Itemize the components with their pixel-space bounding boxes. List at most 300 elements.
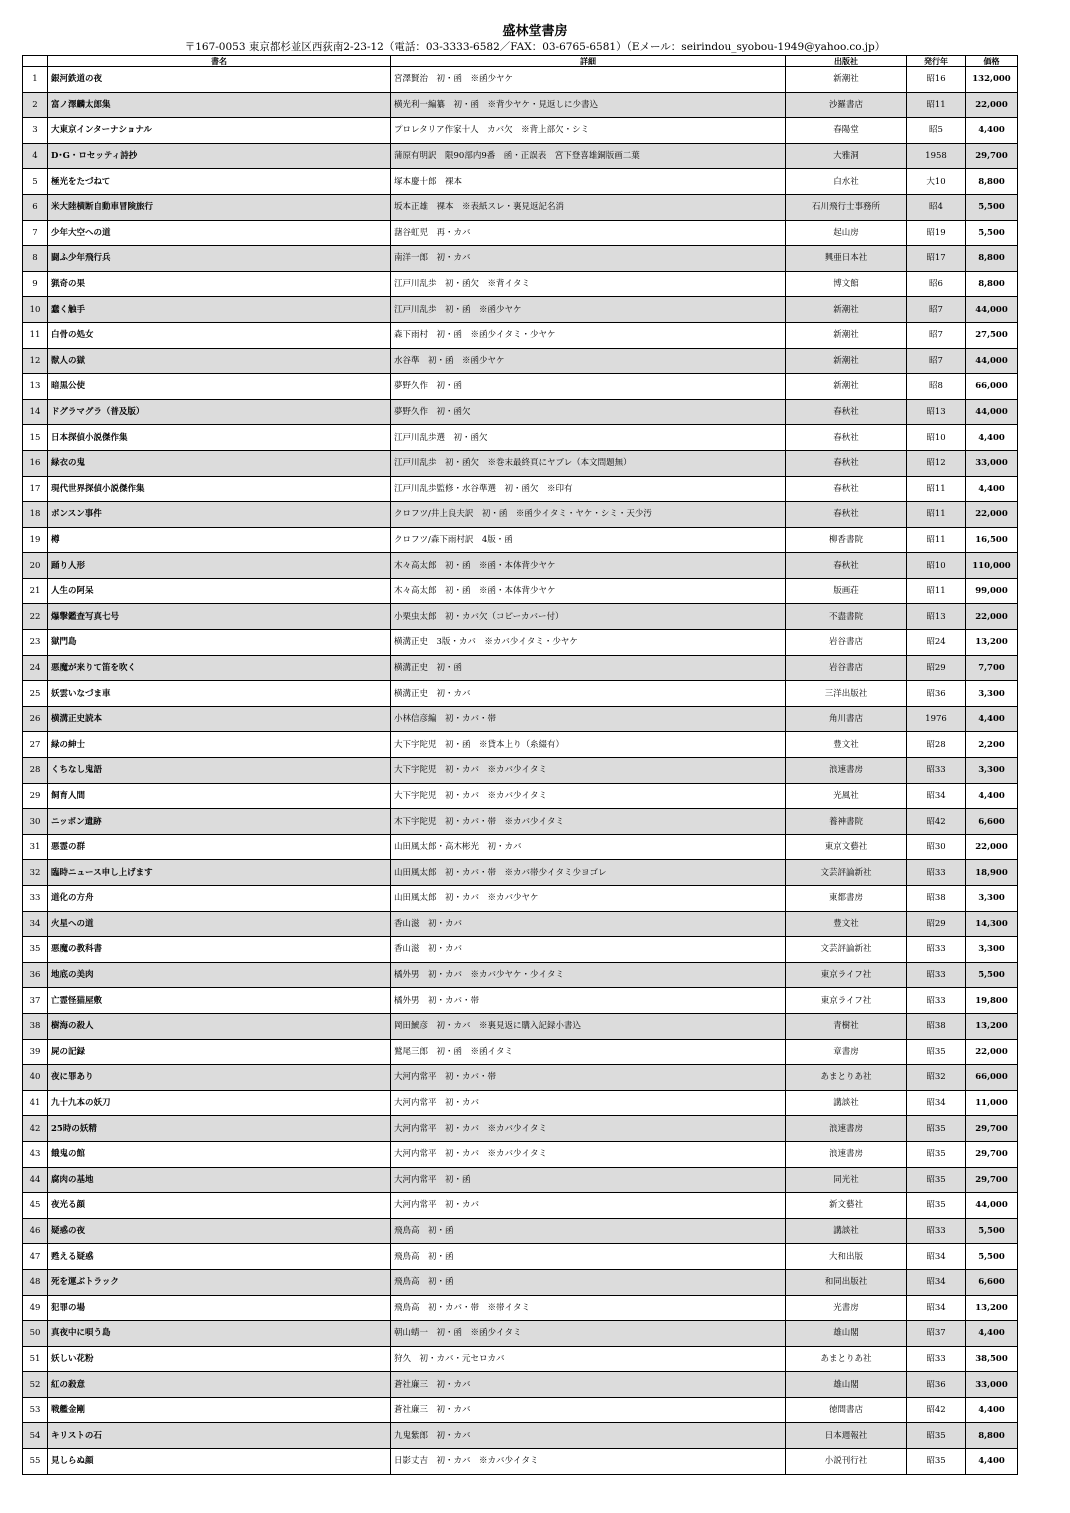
row-number: 52 [23,1372,48,1398]
book-details: 横溝正史 初・カバ [391,681,786,707]
publisher: 三洋出版社 [786,681,907,707]
column-header-details: 詳細 [391,56,786,67]
column-header-price: 価格 [966,56,1018,67]
table-row [23,1449,1018,1475]
book-title: 悪魔の教科書 [48,937,391,963]
publisher: 養神書院 [786,809,907,835]
book-title: 地底の美肉 [48,962,391,988]
book-title: 見しらぬ顔 [48,1449,391,1475]
publish-year: 昭13 [907,399,966,425]
book-title: D･G・ロセッティ詩抄 [48,143,391,169]
row-number: 42 [23,1116,48,1142]
book-details: 山田風太郎・高木彬光 初・カバ [391,834,786,860]
table-row [23,911,1018,937]
book-title: 餓鬼の館 [48,1141,391,1167]
row-number: 45 [23,1193,48,1219]
publisher: 春秋社 [786,450,907,476]
book-details: 藷谷虹児 再・カバ [391,220,786,246]
publisher: 興亜日本社 [786,246,907,272]
book-details: 香山滋 初・カバ [391,937,786,963]
row-number: 43 [23,1141,48,1167]
publish-year: 昭35 [907,1141,966,1167]
price: 22,000 [966,1039,1018,1065]
publish-year: 昭4 [907,194,966,220]
publisher: 浪速書房 [786,1141,907,1167]
book-title: 悪霊の群 [48,834,391,860]
table-row [23,886,1018,912]
row-number: 36 [23,962,48,988]
publisher: 章書房 [786,1039,907,1065]
column-header-no [23,56,48,67]
price: 29,700 [966,1141,1018,1167]
publish-year: 昭33 [907,1346,966,1372]
price: 5,500 [966,220,1018,246]
publish-year: 昭37 [907,1321,966,1347]
book-title: 甦える疑惑 [48,1244,391,1270]
price: 3,300 [966,681,1018,707]
publish-year: 昭34 [907,1244,966,1270]
row-number: 12 [23,348,48,374]
publisher: 春秋社 [786,476,907,502]
publisher: 東京ライフ社 [786,988,907,1014]
book-details: 蒼社廉三 初・カバ [391,1372,786,1398]
table-row [23,271,1018,297]
book-details: 江戸川乱歩選 初・函欠 [391,425,786,451]
price: 22,000 [966,604,1018,630]
table-row [23,1397,1018,1423]
publisher: あまとりあ社 [786,1065,907,1091]
publish-year: 昭5 [907,118,966,144]
row-number: 33 [23,886,48,912]
book-title: 死を運ぶトラック [48,1269,391,1295]
book-details: 日影丈吉 初・カバ ※カバ少イタミ [391,1449,786,1475]
price: 29,700 [966,1167,1018,1193]
publish-year: 昭10 [907,425,966,451]
row-number: 31 [23,834,48,860]
table-row [23,476,1018,502]
book-title: 戦艦金剛 [48,1397,391,1423]
price: 38,500 [966,1346,1018,1372]
row-number: 4 [23,143,48,169]
row-number: 8 [23,246,48,272]
shop-contact-line: 〒167-0053 東京都杉並区西荻南2-23-12（電話：03-3333-6582／FAX：03-6765-6581）（Eメール：seirindou_syobou-1949@yahoo.co.jp） [184,41,886,53]
book-title: 緑の紳士 [48,732,391,758]
row-number: 53 [23,1397,48,1423]
book-details: 江戸川乱歩 初・函欠 ※背イタミ [391,271,786,297]
book-title: 暗黒公使 [48,374,391,400]
page-title: 盛林堂書房 [502,24,568,39]
publish-year: 昭35 [907,1423,966,1449]
price: 4,400 [966,1321,1018,1347]
row-number: 14 [23,399,48,425]
price: 66,000 [966,1065,1018,1091]
price: 22,000 [966,834,1018,860]
row-number: 23 [23,630,48,656]
row-number: 44 [23,1167,48,1193]
price: 5,500 [966,1218,1018,1244]
book-details: 大河内常平 初・函 [391,1167,786,1193]
publish-year: 昭38 [907,1013,966,1039]
price: 5,500 [966,194,1018,220]
publisher: 青樹社 [786,1013,907,1039]
publish-year: 昭33 [907,988,966,1014]
book-title: キリストの石 [48,1423,391,1449]
book-title: 25時の妖精 [48,1116,391,1142]
book-details: 江戸川乱歩 初・函欠 ※巻末最終頁にヤブレ（本文問題無） [391,450,786,476]
table-row [23,527,1018,553]
publisher: 不盡書院 [786,604,907,630]
price: 44,000 [966,399,1018,425]
table-row [23,1039,1018,1065]
publisher: 同光社 [786,1167,907,1193]
book-details: 蒼社廉三 初・カバ [391,1397,786,1423]
price: 33,000 [966,450,1018,476]
publish-year: 昭28 [907,732,966,758]
book-title: 蠢く触手 [48,297,391,323]
price: 44,000 [966,348,1018,374]
publisher: 浪速書房 [786,758,907,784]
table-row [23,783,1018,809]
publish-year: 昭42 [907,1397,966,1423]
book-details: 鷲尾三郎 初・函 ※函イタミ [391,1039,786,1065]
publisher: 新潮社 [786,67,907,93]
publisher: 講談社 [786,1090,907,1116]
publish-year: 昭35 [907,1116,966,1142]
book-details: 夢野久作 初・函 [391,374,786,400]
price: 110,000 [966,553,1018,579]
row-number: 13 [23,374,48,400]
book-title: 爆撃鑑査写真七号 [48,604,391,630]
table-header-row [23,56,1018,67]
publisher: 新潮社 [786,348,907,374]
book-title: 悪魔が来りて笛を吹く [48,655,391,681]
table-row [23,220,1018,246]
table-row [23,1321,1018,1347]
row-number: 5 [23,169,48,195]
publisher: 起山房 [786,220,907,246]
publish-year: 昭6 [907,271,966,297]
row-number: 38 [23,1013,48,1039]
book-details: 飛鳥高 初・函 [391,1269,786,1295]
table-row [23,502,1018,528]
table-row [23,732,1018,758]
table-row [23,374,1018,400]
book-title: 九十九本の妖刀 [48,1090,391,1116]
book-title: 富ノ澤麟太郎集 [48,92,391,118]
table-row [23,1295,1018,1321]
price: 13,200 [966,1013,1018,1039]
book-details: 飛鳥高 初・カバ・帯 ※帯イタミ [391,1295,786,1321]
table-row [23,834,1018,860]
table-row [23,246,1018,272]
row-number: 16 [23,450,48,476]
publisher: 文芸評論新社 [786,860,907,886]
book-title: 大東京インターナショナル [48,118,391,144]
publish-year: 昭11 [907,92,966,118]
row-number: 28 [23,758,48,784]
book-details: 大下宇陀児 初・カバ ※カバ少イタミ [391,758,786,784]
publish-year: 昭36 [907,1372,966,1398]
book-title: 屍の記録 [48,1039,391,1065]
table-row [23,962,1018,988]
table-row [23,1013,1018,1039]
book-details: 大河内常平 初・カバ [391,1090,786,1116]
price: 4,400 [966,118,1018,144]
publisher: 新文藝社 [786,1193,907,1219]
table-row [23,860,1018,886]
row-number: 34 [23,911,48,937]
publisher: 東都書房 [786,886,907,912]
table-row [23,118,1018,144]
price: 66,000 [966,374,1018,400]
publisher: あまとりあ社 [786,1346,907,1372]
publisher: 光書房 [786,1295,907,1321]
book-title: 踊り人形 [48,553,391,579]
book-title: 樹海の殺人 [48,1013,391,1039]
row-number: 47 [23,1244,48,1270]
publisher: 新潮社 [786,322,907,348]
table-row [23,322,1018,348]
publisher: 沙羅書店 [786,92,907,118]
book-details: 木々高太郎 初・函 ※函・本体背少ヤケ [391,578,786,604]
book-details: プロレタリア作家十人 カバ欠 ※背上部欠・シミ [391,118,786,144]
table-row [23,169,1018,195]
price: 19,800 [966,988,1018,1014]
book-details: クロフツ/井上良夫訳 初・函 ※函少イタミ・ヤケ・シミ・天少汚 [391,502,786,528]
publisher: 角川書店 [786,706,907,732]
publish-year: 昭10 [907,553,966,579]
book-title: 少年大空への道 [48,220,391,246]
publisher: 柳香書院 [786,527,907,553]
book-details: 森下雨村 初・函 ※函少イタミ・少ヤケ [391,322,786,348]
price: 14,300 [966,911,1018,937]
row-number: 37 [23,988,48,1014]
publish-year: 昭7 [907,322,966,348]
book-details: 朝山蜻一 初・函 ※函少イタミ [391,1321,786,1347]
book-details: 小栗虫太郎 初・カバ欠（コピーカバー付） [391,604,786,630]
book-title: 夜光る顔 [48,1193,391,1219]
book-details: 山田風太郎 初・カバ ※カバ少ヤケ [391,886,786,912]
book-title: 亡霊怪猫屋敷 [48,988,391,1014]
book-title: 極光をたづねて [48,169,391,195]
row-number: 20 [23,553,48,579]
price: 44,000 [966,297,1018,323]
publish-year: 昭35 [907,1193,966,1219]
table-row [23,578,1018,604]
row-number: 29 [23,783,48,809]
price: 6,600 [966,809,1018,835]
publish-year: 昭34 [907,1090,966,1116]
book-details: 大河内常平 初・カバ ※カバ少イタミ [391,1141,786,1167]
row-number: 25 [23,681,48,707]
row-number: 35 [23,937,48,963]
price: 22,000 [966,92,1018,118]
book-details: 飛鳥高 初・函 [391,1244,786,1270]
book-title: 現代世界探偵小説傑作集 [48,476,391,502]
table-row [23,1116,1018,1142]
table-row [23,1372,1018,1398]
table-row [23,630,1018,656]
row-number: 39 [23,1039,48,1065]
book-title: 獄門島 [48,630,391,656]
price: 6,600 [966,1269,1018,1295]
publish-year: 昭34 [907,1295,966,1321]
book-title: 妖雲いなづま車 [48,681,391,707]
publish-year: 昭11 [907,476,966,502]
table-row [23,1423,1018,1449]
book-title: 臨時ニュース申し上げます [48,860,391,886]
publisher: 春陽堂 [786,118,907,144]
table-row [23,1218,1018,1244]
price: 11,000 [966,1090,1018,1116]
price: 8,800 [966,1423,1018,1449]
price: 18,900 [966,860,1018,886]
table-row [23,1167,1018,1193]
book-details: 横光利一編纂 初・函 ※背少ヤケ・見返しに少書込 [391,92,786,118]
row-number: 54 [23,1423,48,1449]
book-title: 夜に罪あり [48,1065,391,1091]
publish-year: 昭35 [907,1449,966,1475]
row-number: 51 [23,1346,48,1372]
row-number: 7 [23,220,48,246]
row-number: 9 [23,271,48,297]
publisher: 新潮社 [786,297,907,323]
book-details: 南洋一郎 初・カバ [391,246,786,272]
publisher: 春秋社 [786,502,907,528]
price: 4,400 [966,706,1018,732]
book-title: 日本探偵小説傑作集 [48,425,391,451]
price: 7,700 [966,655,1018,681]
book-title: 緑衣の鬼 [48,450,391,476]
book-title: 闘ふ少年飛行兵 [48,246,391,272]
book-details: 九鬼紫郎 初・カバ [391,1423,786,1449]
book-title: 人生の阿呆 [48,578,391,604]
publisher: 岩谷書店 [786,655,907,681]
book-title: 妖しい花粉 [48,1346,391,1372]
publisher: 大雅洞 [786,143,907,169]
row-number: 11 [23,322,48,348]
book-details: 横溝正史 3版・カバ ※カバ少イタミ・少ヤケ [391,630,786,656]
book-title: 樽 [48,527,391,553]
publisher: 版画荘 [786,578,907,604]
book-title: 腐肉の基地 [48,1167,391,1193]
publisher: 春秋社 [786,553,907,579]
book-title: 猟奇の果 [48,271,391,297]
book-title: くちなし鬼語 [48,758,391,784]
publish-year: 昭11 [907,578,966,604]
publish-year: 昭38 [907,886,966,912]
row-number: 1 [23,67,48,93]
price: 4,400 [966,1449,1018,1475]
book-details: クロフツ/森下雨村訳 4版・函 [391,527,786,553]
price: 3,300 [966,758,1018,784]
publish-year: 昭33 [907,937,966,963]
publisher: 日本週報社 [786,1423,907,1449]
table-row [23,450,1018,476]
table-row [23,1065,1018,1091]
publisher: 博文館 [786,271,907,297]
publisher: 豊文社 [786,911,907,937]
row-number: 30 [23,809,48,835]
table-row [23,809,1018,835]
row-number: 18 [23,502,48,528]
price: 5,500 [966,1244,1018,1270]
publisher: 春秋社 [786,425,907,451]
row-number: 17 [23,476,48,502]
book-title: 犯罪の場 [48,1295,391,1321]
book-details: 狩久 初・カバ・元セロカバ [391,1346,786,1372]
book-list-table [22,55,1018,1475]
price: 132,000 [966,67,1018,93]
publish-year: 昭13 [907,604,966,630]
row-number: 2 [23,92,48,118]
column-header-publisher: 出版社 [786,56,907,67]
price: 22,000 [966,502,1018,528]
price: 13,200 [966,1295,1018,1321]
row-number: 27 [23,732,48,758]
book-details: 夢野久作 初・函欠 [391,399,786,425]
row-number: 22 [23,604,48,630]
book-details: 塚本慶十郎 裸本 [391,169,786,195]
price: 5,500 [966,962,1018,988]
book-title: 飼育人間 [48,783,391,809]
publisher: 春秋社 [786,399,907,425]
publish-year: 昭33 [907,758,966,784]
price: 3,300 [966,937,1018,963]
book-title: 獣人の獄 [48,348,391,374]
book-title: 疑惑の夜 [48,1218,391,1244]
publish-year: 昭35 [907,1167,966,1193]
book-title: 道化の方舟 [48,886,391,912]
publish-year: 昭11 [907,502,966,528]
row-number: 10 [23,297,48,323]
row-number: 48 [23,1269,48,1295]
publish-year: 昭35 [907,1039,966,1065]
book-details: 横溝正史 初・函 [391,655,786,681]
row-number: 15 [23,425,48,451]
price: 29,700 [966,143,1018,169]
book-details: 木下宇陀児 初・カバ・帯 ※カバ少イタミ [391,809,786,835]
table-row [23,1346,1018,1372]
row-number: 55 [23,1449,48,1475]
publish-year: 昭33 [907,860,966,886]
book-details: 江戸川乱歩監修・水谷準選 初・函欠 ※印有 [391,476,786,502]
column-header-year: 発行年 [907,56,966,67]
table-row [23,988,1018,1014]
book-details: 飛鳥高 初・函 [391,1218,786,1244]
book-details: 大下宇陀児 初・カバ ※カバ少イタミ [391,783,786,809]
publisher: 豊文社 [786,732,907,758]
table-row [23,348,1018,374]
book-title: 紅の殺意 [48,1372,391,1398]
publish-year: 昭33 [907,1218,966,1244]
price: 4,400 [966,1397,1018,1423]
book-title: 白骨の処女 [48,322,391,348]
table-row [23,604,1018,630]
table-row [23,67,1018,93]
row-number: 32 [23,860,48,886]
publish-year: 昭33 [907,962,966,988]
publisher: 白水社 [786,169,907,195]
book-details: 山田風太郎 初・カバ・帯 ※カバ帯少イタミ少ヨゴレ [391,860,786,886]
table-row [23,655,1018,681]
price: 29,700 [966,1116,1018,1142]
table-row [23,1193,1018,1219]
publish-year: 昭34 [907,783,966,809]
price: 8,800 [966,246,1018,272]
price: 4,400 [966,476,1018,502]
row-number: 24 [23,655,48,681]
